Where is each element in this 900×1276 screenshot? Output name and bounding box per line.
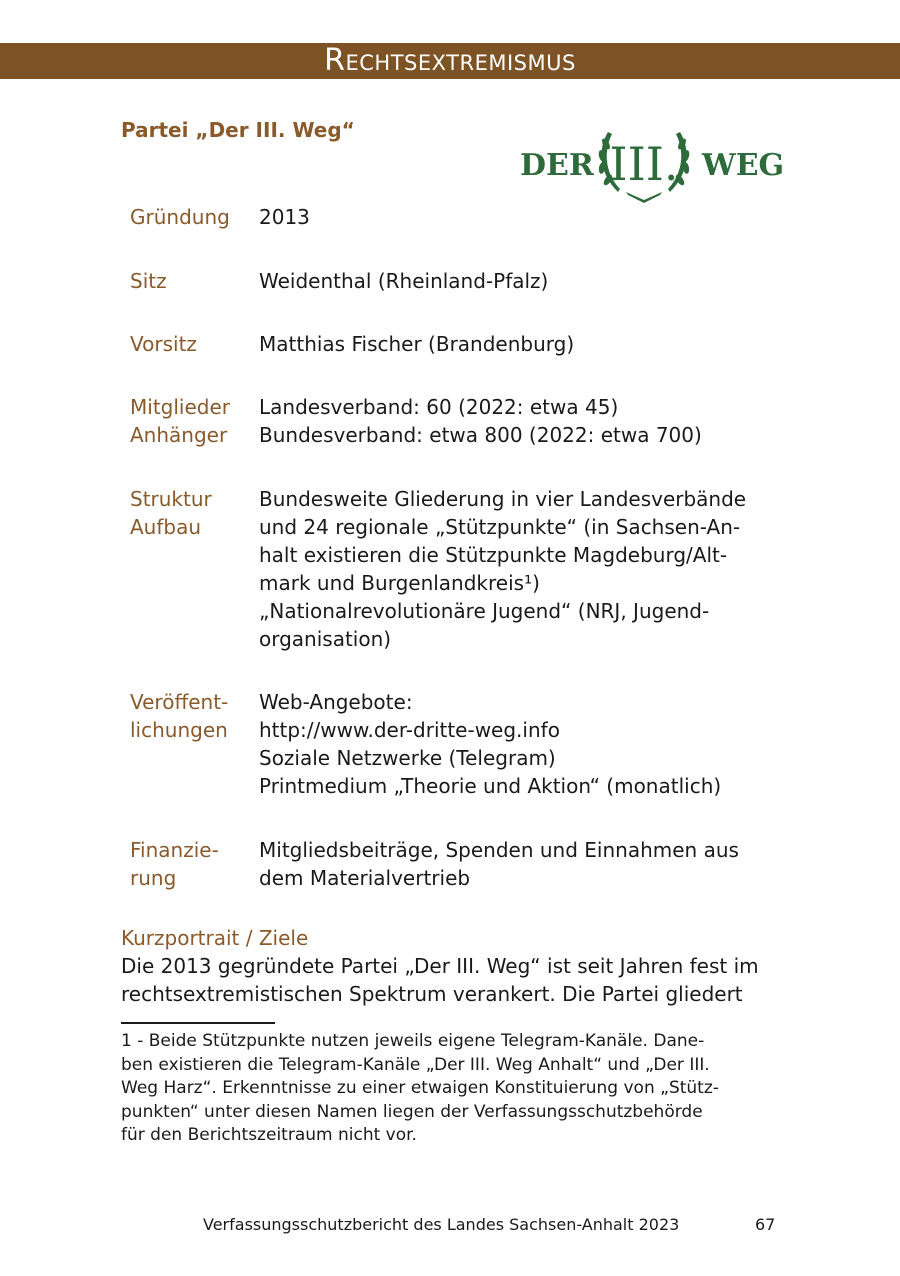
fact-value: Landesverband: 60 (2022: etwa 45) Bundesverband: etwa 800 (2022: etwa 700) <box>259 395 702 447</box>
fact-row <box>130 330 790 358</box>
party-title: Partei „Der III. Weg“ <box>121 118 355 142</box>
footnote: 1 - Beide Stützpunkte nutzen jeweils eigene Telegram-Kanäle. Dane- ben existieren die Telegram-Kanäle „Der III. Weg Anhalt“ und „Der III. Weg Harz“. Erkenntnisse zu einer etwaigen Konstituierung von „Stütz- punkten“ unter diesen Namen liegen der Verfassungsschutzbehörde für den Berichtszeitraum nicht vor. <box>121 1031 719 1146</box>
fact-value: Web-Angebote: http://www.der-dritte-weg.info Soziale Netzwerke (Telegram) Printmedium „Theorie und Aktion“ (monatlich) <box>259 690 722 798</box>
fact-value: Bundesweite Gliederung in vier Landesverbände und 24 regionale „Stützpunkte“ (in Sachsen-An- halt existieren die Stützpunkte Magdeburg/Alt- mark und Burgenlandkreis¹) „Nationalrevolutionäre Jugend“ (NRJ, Jugend- organisation) <box>259 487 747 651</box>
section-heading-portrait: Kurzportrait / Ziele <box>121 926 309 950</box>
fact-label: Mitglieder Anhänger <box>130 395 230 447</box>
fact-row <box>130 393 790 449</box>
fact-row <box>130 203 790 231</box>
fact-value: Weidenthal (Rheinland-Pfalz) <box>259 269 549 293</box>
fact-row <box>130 485 790 653</box>
footer-publication: Verfassungsschutzbericht des Landes Sachsen-Anhalt 2023 <box>203 1215 680 1234</box>
portrait-body-text: Die 2013 gegründete Partei „Der III. Weg“ ist seit Jahren fest im rechtsextremistischen Spektrum verankert. Die Partei gliedert <box>121 954 759 1006</box>
fact-label: Veröffent- lichungen <box>130 690 229 742</box>
fact-value: 2013 <box>259 205 310 229</box>
fact-label: Sitz <box>130 269 167 293</box>
fact-row <box>130 688 790 800</box>
fact-value: Matthias Fischer (Brandenburg) <box>259 332 575 356</box>
fact-row <box>130 267 790 295</box>
fact-label: Gründung <box>130 205 230 229</box>
fact-label: Vorsitz <box>130 332 197 356</box>
logo-left-word: DER <box>520 148 594 183</box>
fact-label: Struktur Aufbau <box>130 487 212 539</box>
logo-right-word: WEG <box>702 148 785 183</box>
fact-value: Mitgliedsbeiträge, Spenden und Einnahmen aus dem Materialvertrieb <box>259 838 739 890</box>
party-logo <box>520 120 785 204</box>
fact-table <box>130 203 790 892</box>
section-title: Rechtsextremismus <box>324 43 576 78</box>
footnote-divider <box>121 1022 275 1024</box>
logo-center-numeral: III. <box>609 137 679 191</box>
fact-row <box>130 836 790 892</box>
section-header-bar <box>0 43 900 79</box>
page-number: 67 <box>755 1215 776 1234</box>
fact-label: Finanzie- rung <box>130 838 219 890</box>
